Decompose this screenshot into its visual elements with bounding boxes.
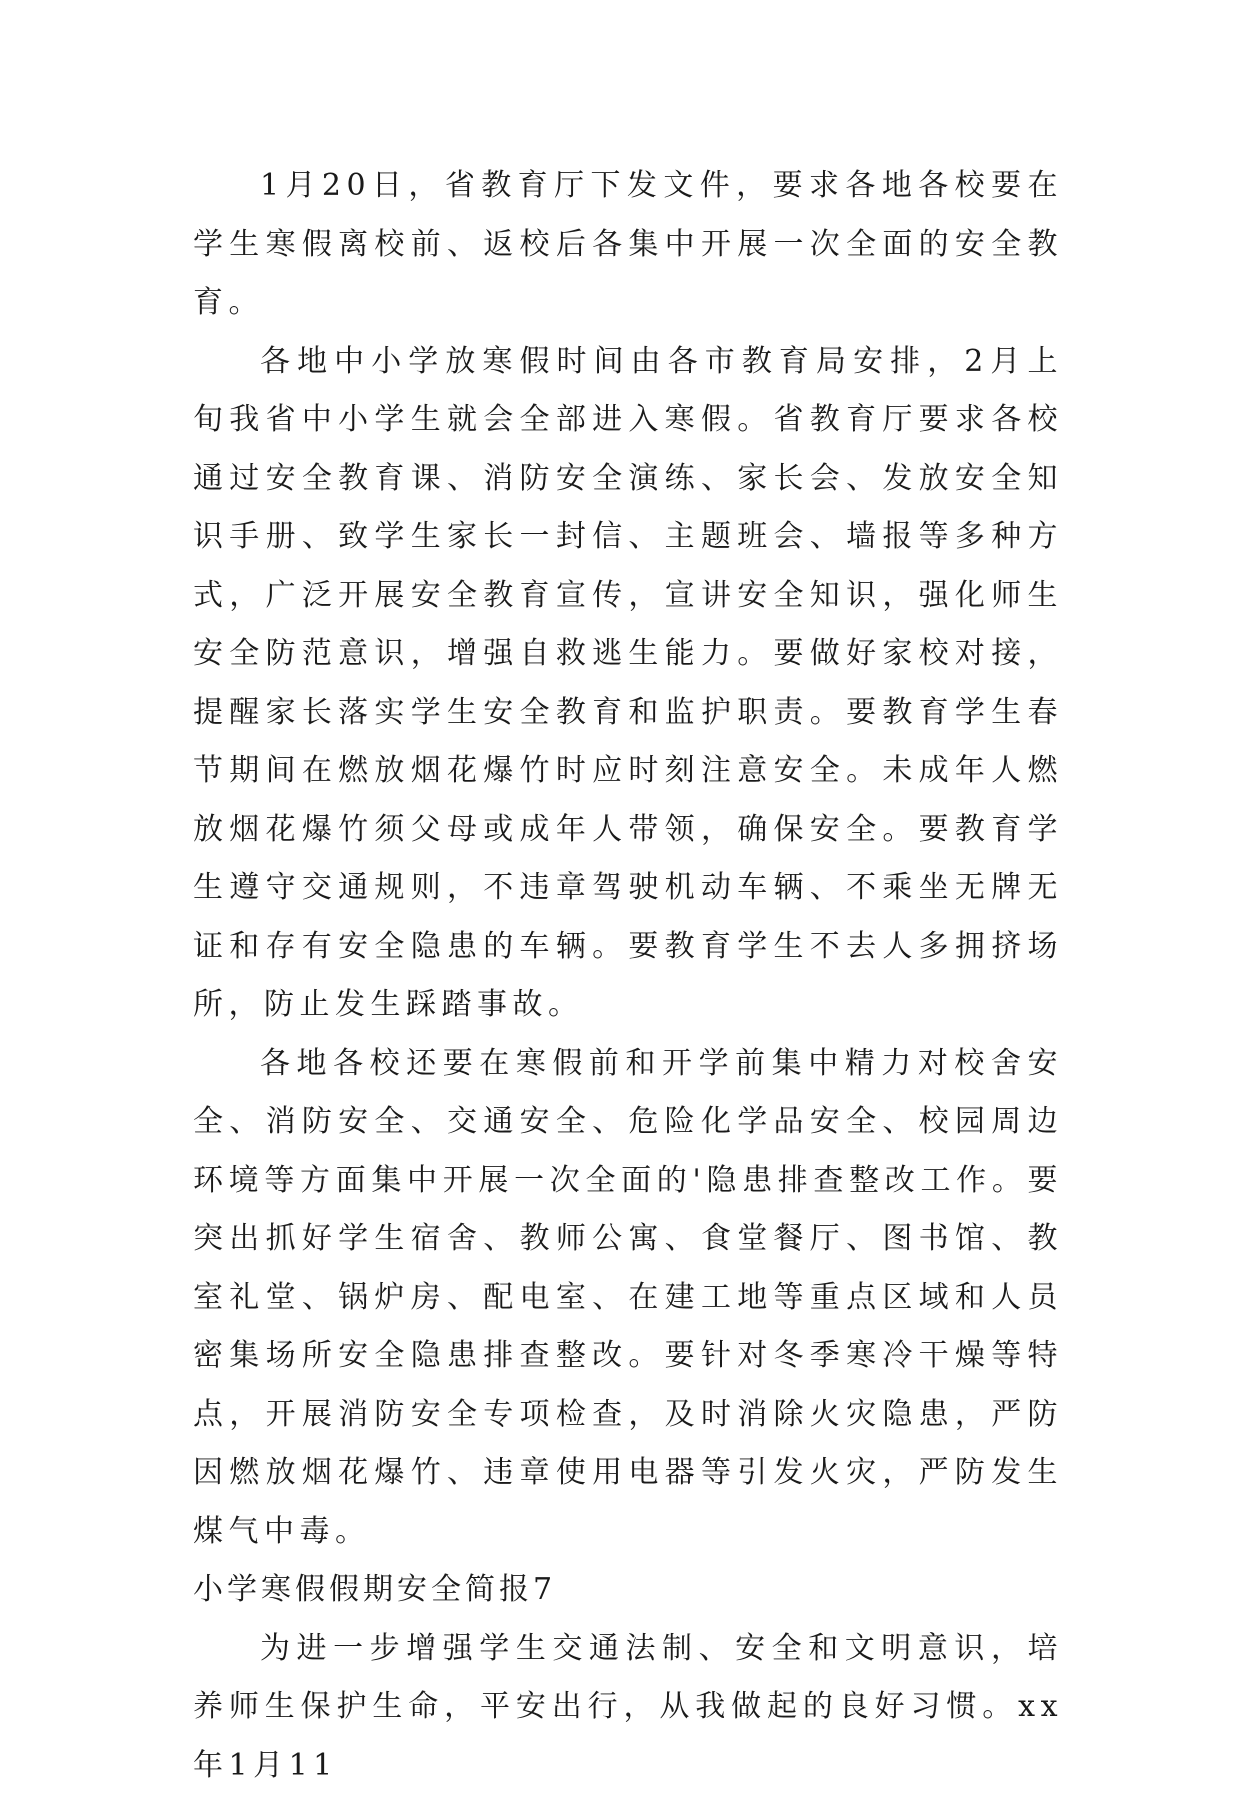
paragraph-hazard-inspection: 各地各校还要在寒假前和开学前集中精力对校舍安全、消防安全、交通安全、危险化学品安全、校园周边环境等方面集中开展一次全面的'隐患排查整改工作。要突出抓好学生宿舍、教师公寓、食堂餐厅、图书馆、教室礼堂、锅炉房、配电室、在建工地等重点区域和人员密集场所安全隐患排查整改。要针对冬季寒冷干燥等特点，开展消防安全专项检查，及时消除火灾隐患，严防因燃放烟花爆竹、违章使用电器等引发火灾，严防发生煤气中毒。 bbox=[193, 1035, 1063, 1562]
section-heading: 小学寒假假期安全简报7 bbox=[193, 1561, 1063, 1620]
paragraph-winter-break-education: 各地中小学放寒假时间由各市教育局安排，2月上旬我省中小学生就会全部进入寒假。省教育厅要求各校通过安全教育课、消防安全演练、家长会、发放安全知识手册、致学生家长一封信、主题班会、墙报等多种方式，广泛开展安全教育宣传，宣讲安全知识，强化师生安全防范意识，增强自救逃生能力。要做好家校对接，提醒家长落实学生安全教育和监护职责。要教育学生春节期间在燃放烟花爆竹时应时刻注意安全。未成年人燃放烟花爆竹须父母或成年人带领，确保安全。要教育学生遵守交通规则，不违章驾驶机动车辆、不乘坐无牌无证和存有安全隐患的车辆。要教育学生不去人多拥挤场所，防止发生踩踏事故。 bbox=[193, 333, 1063, 1035]
document-body bbox=[193, 157, 1063, 1795]
paragraph-announcement: 1月20日，省教育厅下发文件，要求各地各校要在学生寒假离校前、返校后各集中开展一次全面的安全教育。 bbox=[193, 157, 1063, 333]
paragraph-traffic-safety: 为进一步增强学生交通法制、安全和文明意识，培养师生保护生命，平安出行，从我做起的良好习惯。xx年1月11 bbox=[193, 1620, 1063, 1795]
